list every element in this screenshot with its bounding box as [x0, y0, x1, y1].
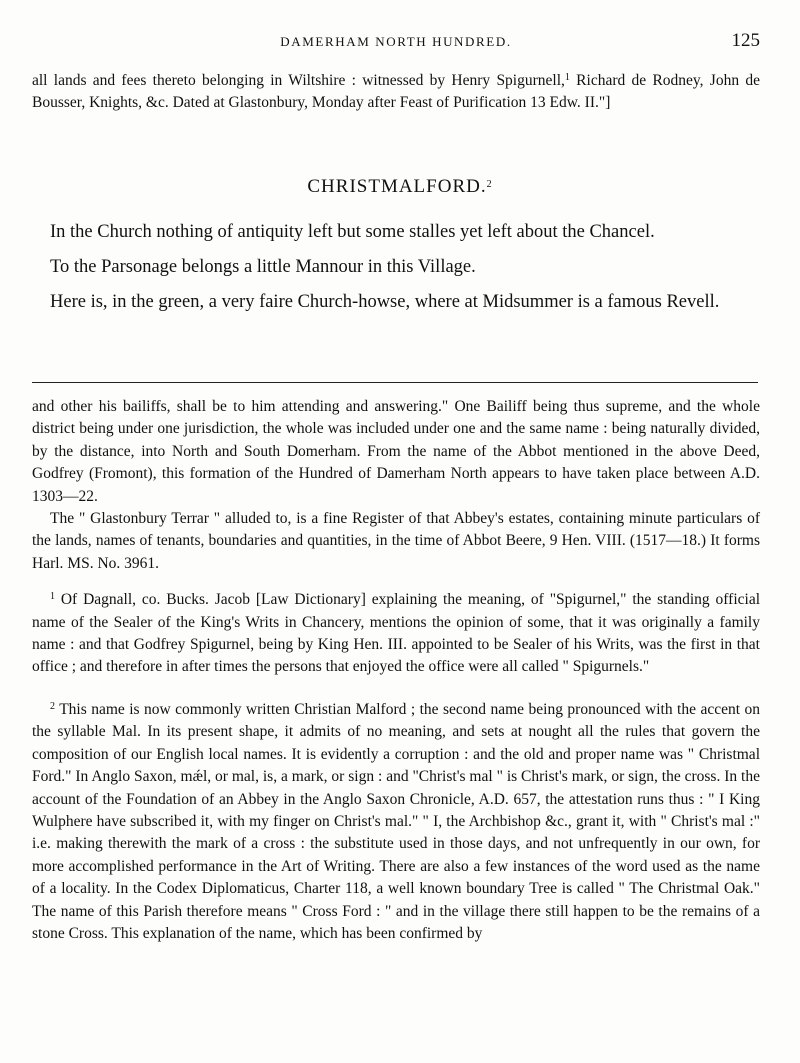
footnote-2: [32, 699, 760, 945]
notes-continuation: and other his bailiffs, shall be to him attending and answering." One Bailiff being thus supreme, and the whole district being under one jurisdiction, the whole was included under one and the same name : being naturally divided, by the distance, into North and South Domerham. From the name of the Abbot mentioned in the above Deed, Godfrey (Fromont), this formation of the Hundred of Damerham North appears to have taken place between A.D. 1303—22.: [32, 398, 760, 505]
section-heading-text: CHRISTMALFORD.: [307, 176, 487, 197]
footnote-reference-2: 2: [486, 179, 493, 190]
footnote-2-text: This name is now commonly written Christian Malford ; the second name being pronounced with the accent on the syllable Mal. In its present shape, it admits of no meaning, and sets at nought all the rules that govern the composition of our English local names. It is evidently a corruption : and the old and proper name was " Christmal Ford." In Anglo Saxon, mǽl, or mal, is, a mark, or sign : and "Christ's mal " is Christ's mark, or sign, the cross. In the account of the Foundation of an Abbey in the Anglo Saxon Chronicle, A.D. 657, the attestation runs thus : " I King Wulphere have subscribed it, with my finger on Christ's mal." " I, the Archbishop &c., grant it, with " Christ's mal :" i.e. making therewith the mark of a cross : the substitute used in those days, and not unfrequently in our own, for more accomplished performance in the Art of Writing. There are also a few instances of the word used as the name of a locality. In the Codex Diplomaticus, Charter 118, a well known boundary Tree is called " The Christmal Oak." The name of this Parish therefore means " Cross Ford : " and in the village there still happen to be the remains of a stone Cross. This explanation of the name, which has been confirmed by: [32, 700, 760, 942]
footnote-1: [32, 589, 760, 679]
carry-over-text-end: Richard de Rodney, John de Bousser, Knights, &c. Dated at Glastonbury, Monday after Feast of Purification 13 Edw. II."]: [32, 72, 761, 111]
main-paragraph-church-howse: Here is, in the green, a very faire Church-howse, where at Midsummer is a famous Revell.: [50, 292, 720, 312]
running-title: DAMERHAM NORTH HUNDRED.: [280, 34, 512, 49]
carry-over-text-start: all lands and fees thereto belonging in Wiltshire : witnessed by Henry Spigurnell,: [32, 72, 565, 89]
footnote-reference-1: 1: [564, 72, 570, 83]
footnote-2-mark: 2: [50, 700, 55, 712]
carry-over-text: [32, 70, 760, 114]
notes-terrar: The " Glastonbury Terrar " alluded to, is a fine Register of that Abbey's estates, containing minute particulars of the lands, names of tenants, boundaries and quantities, in the time of Abbot Beere, 9 Hen. VIII. (1517—18.) It forms Harl. MS. No. 3961.: [32, 510, 760, 572]
main-paragraph-church: In the Church nothing of antiquity left but some stalles yet left about the Chancel.: [50, 222, 655, 242]
section-heading: [0, 176, 800, 198]
notes-section: [32, 396, 760, 945]
main-text: [32, 217, 758, 322]
footnote-1-mark: 1: [50, 591, 55, 603]
footnote-1-text: Of Dagnall, co. Bucks. Jacob [Law Dictionary] explaining the meaning, of "Spigurnel," the standing official name of the Sealer of the King's Writs in Chancery, mentions the opinion of some, that it was originally a family name : and that Godfrey Spigurnel, being by King Hen. III. appointed to be Sealer of his Writs, was the first in that office ; and therefore in after times the persons that enjoyed the office were all called " Spigurnels.": [32, 591, 761, 676]
running-head: [32, 30, 760, 58]
page-number: 125: [731, 30, 760, 51]
footnote-divider: [32, 382, 758, 383]
main-paragraph-parsonage: To the Parsonage belongs a little Mannour in this Village.: [50, 257, 476, 277]
